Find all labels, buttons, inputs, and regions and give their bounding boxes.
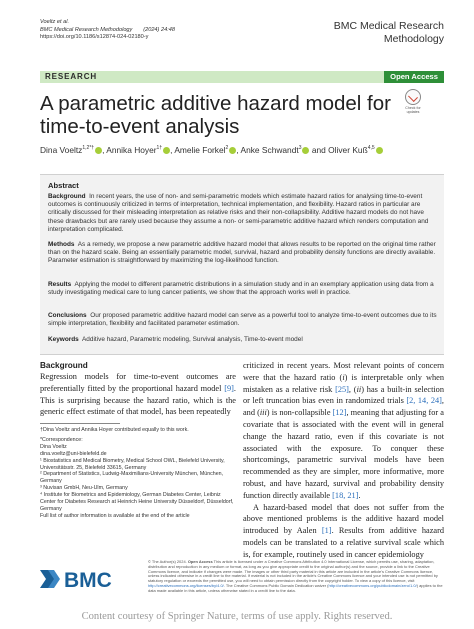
orcid-icon[interactable]: [302, 147, 309, 154]
license-link[interactable]: http://creativecommons.org/licenses/by/4.0/: [148, 582, 224, 588]
author-name[interactable]: Anke Schwandt: [240, 145, 299, 155]
author-affiliation: 1†: [156, 145, 163, 152]
journal-name: BMC Medical Research Methodology: [333, 20, 444, 45]
check-updates-label: Check for updates: [405, 106, 421, 115]
body-right-column: [243, 360, 444, 561]
affiliation: ¹ Biostatistics and Medical Biometry, Medical School OWL, Bielefeld University, Universitätsstr. 25, Bielefeld 33615, Germany: [40, 457, 225, 471]
abstract-keywords: Keywords Additive hazard, Parametric modeling, Survival analysis, Time-to-event model: [48, 336, 303, 343]
public-domain-link[interactable]: http://creativecommons.org/publicdomain/zero/1.0/: [328, 582, 417, 588]
open-access-badge: Open Access: [384, 71, 444, 83]
orcid-icon[interactable]: [376, 147, 383, 154]
affiliation: ³ Nuvisan GmbH, Neu-Ulm, Germany: [40, 485, 128, 492]
citation-link[interactable]: [2, 14, 24]: [406, 396, 442, 406]
doi-link[interactable]: https://doi.org/10.1186/s12874-024-02180-y: [40, 34, 149, 41]
author-name[interactable]: Oliver Kuß: [328, 145, 368, 155]
body-paragraph: A hazard-based model that does not suffer from the above mentioned problems is the additive hazard model introduced by Aalen [1]. Results from additive hazard models can be translated to a relative survival scale which is, for example, routinely used in cancer epidemiology: [243, 502, 445, 559]
author-affiliation: 1,2*†: [82, 145, 95, 152]
abstract-results: Results Applying the model to different parametric distributions in a simulation study and in an exemplary application using data from a study investigating medical care to lung cancer patients, we show that the approach works well in practice.: [48, 281, 434, 297]
author-conjunction: and: [311, 145, 326, 155]
orcid-icon[interactable]: [95, 147, 102, 154]
orcid-icon[interactable]: [163, 147, 170, 154]
body-paragraph: criticized in recent years. Most relevant points of concern were that the hazard ratio (i) is interpretable only when mistaken as a relative risk [25], (ii) has a built-in selection or left truncation bias even in randomized trials [2, 14, 24], and (iii) is non-collapsible [12], meaning that adjusting for a covariate that is associated with the event will in general change the hazard ratio, even if this covariate is not associated with the exposure. To conquer these shortcomings, parametric survival models have been recommended as they are simpler, more informative, more robust, and have hazard, survival and probability density function directly available [18, 21].: [243, 361, 444, 500]
section-heading-background: Background: [40, 361, 88, 370]
citation-link[interactable]: [18, 21]: [332, 490, 359, 500]
running-header: [40, 19, 175, 42]
correspondence-email[interactable]: dina.voeltz@uni-bielefeld.de: [40, 450, 107, 457]
author-list: Dina Voeltz$^{1,2*\dagger}$ , Annika Hoyer$^{1\dagger}$ , Amelie Forkel$^2$ , Anke Schwandt$^3$ and Oliver Kuß$^{4,5}$: [40, 145, 460, 156]
check-updates-icon: [405, 89, 421, 105]
abstract-methods: Methods As a remedy, we propose a new parametric additive hazard model that allows results to be reported on the original time rather than on the hazard scale. Being an essentially parametric model, survival, hazard and probability density functions are directly available. Parameter estimation is straightforward by maximizing the log-likelihood function.: [48, 241, 436, 265]
orcid-icon[interactable]: [229, 147, 236, 154]
author-name[interactable]: Amelie Forkel: [174, 145, 226, 155]
footnotes: [40, 427, 236, 520]
running-author: Voeltz et al.: [40, 19, 70, 25]
affiliation: ⁴ Institute for Biometrics and Epidemiology, German Diabetes Center, Leibniz Center for Diabetes Research at Heinrich Heine University Düsseldorf, Düsseldorf, Germany: [40, 492, 234, 512]
body-left-column: Background Regression models for time-to-event outcomes are preferentially fitted by the proportional hazard model [9]. This is surprising because the hazard ratio, which is the generic effect estimate of that model, has been repeatedly: [40, 361, 236, 417]
equal-contribution-note: †Dina Voeltz and Annika Hoyer contributed equally to this work.: [40, 427, 189, 433]
correspondence-label: *Correspondence:: [40, 436, 83, 443]
author-affiliation: 4,5: [367, 145, 375, 152]
bmc-logo: [40, 566, 140, 592]
footnote-divider: [40, 423, 120, 424]
author-name[interactable]: Annika Hoyer: [106, 145, 157, 155]
abstract-heading: Abstract: [48, 181, 79, 190]
affiliation: ² Department of Statistics, Ludwig-Maximilians-University München, München, Germany: [40, 471, 224, 485]
citation-link[interactable]: [1]: [321, 526, 332, 536]
courtesy-footer: Content courtesy of Springer Nature, terms of use apply. Rights reserved.: [81, 611, 393, 622]
abstract-conclusions: Conclusions Our proposed parametric additive hazard model can serve as a powerful tool to analyze time-to-event outcomes due to its simple interpretation, flexibility and facilitated parameter estimation.: [48, 312, 437, 328]
article-title: A parametric additive hazard model for time-to-event analysis: [40, 92, 391, 138]
citation-link[interactable]: [25]: [335, 384, 349, 394]
citation-link[interactable]: [12]: [332, 408, 347, 418]
running-citation: BMC Medical Research Methodology (2024) 24:48: [40, 26, 175, 33]
citation-link[interactable]: [9]: [224, 383, 234, 393]
author-affiliation: 2: [225, 145, 229, 152]
abstract-background: Background In recent years, the use of non- and semi-parametric models which estimate hazard ratios for analysing time-to-event outcomes is continuously criticized in terms of interpretation, technical implementation, and flexibility. Hazard ratios in particular are critically discussed for their misleading interpretation as relative risks and their non-collapsibility. Additive hazard models do not have these drawbacks but are rarely used because they assume a non- or semi-parametric additive hazard which renders computation and interpretation complicated.: [48, 193, 429, 233]
bmc-logo-text: BMC: [64, 569, 112, 592]
license-text: © The Author(s) 2024. Open Access This article is licensed under a Creative Commons Attribution 4.0 International License, which permits use, sharing, adaptation, distribution and reproduction in any medium or format, as long as you give appropriate credit to the original author(s) and the source, provide a link to the Creative Commons licence, and indicate if changes were made. The images or other third party material in this article are included in the article's Creative Commons licence, unless indicated otherwise in a credit line to the material. If material is not included in the article's Creative Commons licence and your intended use is not permitted by statutory regulation or exceeds the permitted use, you will need to obtain permission directly from the copyright holder. To view a copy of this licence, visit http://creativecommons.org/licenses/by/4.0/. The Creative Commons Public Domain Dedication waiver (http://creativecommons.org/publicdomain/zero/1.0/) applies to the data made available in this article, unless otherwise stated in a credit line to the data.: [148, 559, 443, 593]
author-name[interactable]: Dina Voeltz: [40, 145, 83, 155]
author-affiliation: 3: [298, 145, 302, 152]
article-type-label: RESEARCH: [45, 72, 98, 81]
check-for-updates-button[interactable]: [401, 89, 425, 114]
author-info-note: Full list of author information is available at the end of the article: [40, 512, 190, 519]
correspondence-name: Dina Voeltz: [40, 443, 67, 450]
